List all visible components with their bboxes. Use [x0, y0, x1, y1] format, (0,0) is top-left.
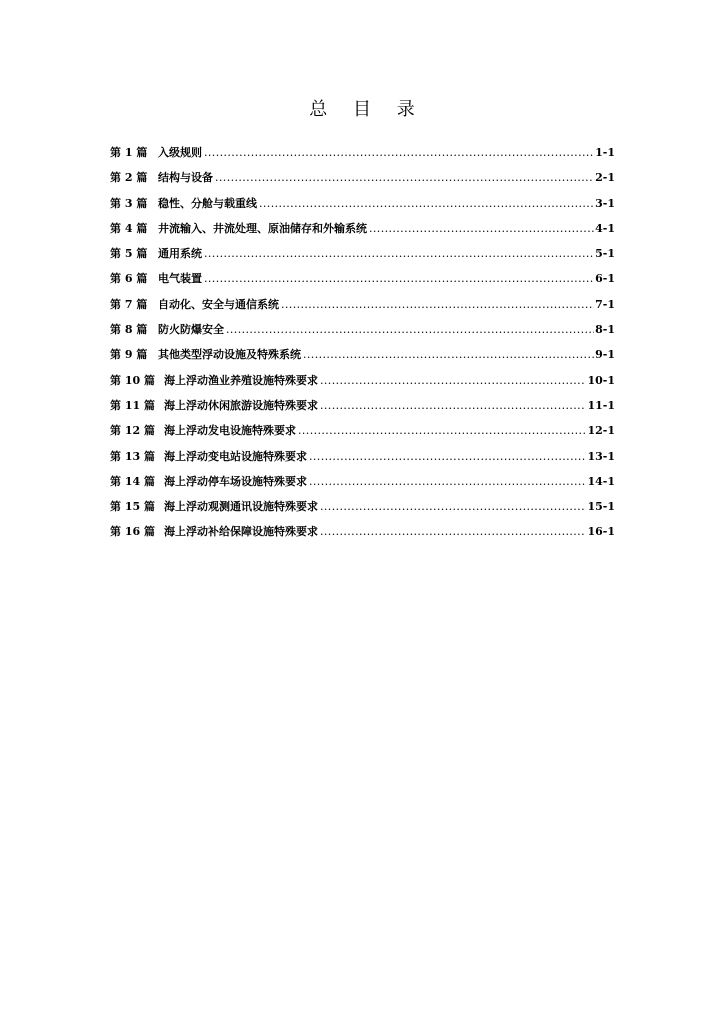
- toc-entry-title: 井流输入、井流处理、原油储存和外输系统: [158, 221, 367, 235]
- toc-entry-page: 6-1: [595, 272, 615, 286]
- toc-entry-number: 第 8 篇: [110, 323, 148, 337]
- toc-entry-page: 8-1: [595, 323, 615, 337]
- toc-entry[interactable]: [110, 421, 615, 446]
- toc-entry[interactable]: [110, 371, 615, 396]
- toc-dot-leader: [320, 371, 586, 391]
- toc-dot-leader: [309, 447, 586, 467]
- toc-entry[interactable]: [110, 143, 615, 168]
- toc-entry-title: 电气装置: [158, 272, 202, 286]
- toc-entry-title: 海上浮动发电设施特殊要求: [164, 424, 296, 438]
- toc-dot-leader: [320, 522, 586, 542]
- toc-entry-title: 稳性、分舱与载重线: [158, 196, 257, 210]
- toc-entry-title: 海上浮动停车场设施特殊要求: [164, 474, 307, 488]
- toc-entry-title: 海上浮动观测通讯设施特殊要求: [164, 500, 318, 514]
- toc-entry-title: 防火防爆安全: [158, 323, 224, 337]
- toc-entry-number: 第 12 篇: [110, 424, 155, 438]
- toc-entry[interactable]: [110, 472, 615, 497]
- toc-entry-number: 第 7 篇: [110, 297, 148, 311]
- toc-entry-title: 其他类型浮动设施及特殊系统: [158, 348, 301, 362]
- toc-entry-number: 第 9 篇: [110, 348, 148, 362]
- toc-entry[interactable]: [110, 168, 615, 193]
- toc-dot-leader: [204, 269, 594, 289]
- toc-entry-page: 11-1: [587, 398, 615, 412]
- toc-entry[interactable]: [110, 269, 615, 294]
- toc-entry-number: 第 10 篇: [110, 373, 155, 387]
- toc-dot-leader: [215, 168, 594, 188]
- toc-entry-page: 5-1: [595, 247, 615, 261]
- toc-entry-page: 13-1: [587, 449, 615, 463]
- toc-dot-leader: [320, 396, 586, 416]
- toc-entry-title: 海上浮动变电站设施特殊要求: [164, 449, 307, 463]
- toc-entry[interactable]: [110, 244, 615, 269]
- toc-entry-number: 第 11 篇: [110, 398, 155, 412]
- toc-entry-page: 3-1: [595, 196, 615, 210]
- toc-entry-number: 第 4 篇: [110, 221, 148, 235]
- toc-dot-leader: [204, 143, 594, 163]
- toc-dot-leader: [226, 320, 594, 340]
- toc-dot-leader: [309, 472, 586, 492]
- toc-entry[interactable]: [110, 345, 615, 370]
- toc-entry[interactable]: [110, 194, 615, 219]
- toc-entry-title: 通用系统: [158, 247, 202, 261]
- toc-entry-title: 海上浮动渔业养殖设施特殊要求: [164, 373, 318, 387]
- toc-dot-leader: [298, 421, 586, 441]
- toc-entry-page: 7-1: [595, 297, 615, 311]
- table-of-contents: [110, 143, 615, 548]
- toc-entry[interactable]: [110, 447, 615, 472]
- toc-entry-number: 第 2 篇: [110, 171, 148, 185]
- toc-entry[interactable]: [110, 497, 615, 522]
- toc-entry-page: 4-1: [595, 221, 615, 235]
- toc-dot-leader: [281, 295, 594, 315]
- toc-entry-page: 16-1: [587, 525, 615, 539]
- toc-entry[interactable]: [110, 522, 615, 547]
- toc-entry-page: 12-1: [587, 424, 615, 438]
- toc-dot-leader: [303, 345, 594, 365]
- toc-entry-title: 海上浮动休闲旅游设施特殊要求: [164, 398, 318, 412]
- toc-entry-page: 10-1: [587, 373, 615, 387]
- toc-entry[interactable]: [110, 295, 615, 320]
- toc-entry-title: 自动化、安全与通信系统: [158, 297, 279, 311]
- toc-entry-number: 第 14 篇: [110, 474, 155, 488]
- page-title: 总 目 录: [309, 99, 425, 120]
- toc-entry-number: 第 13 篇: [110, 449, 155, 463]
- toc-entry-page: 2-1: [595, 171, 615, 185]
- toc-dot-leader: [259, 194, 594, 214]
- toc-entry[interactable]: [110, 219, 615, 244]
- toc-entry-title: 入级规则: [158, 146, 202, 159]
- toc-entry-number: 第 6 篇: [110, 272, 148, 286]
- toc-entry-number: 第 1 篇: [110, 146, 148, 159]
- toc-dot-leader: [369, 219, 594, 239]
- toc-entry-page: 9-1: [595, 348, 615, 362]
- toc-entry-number: 第 15 篇: [110, 500, 155, 514]
- toc-entry[interactable]: [110, 396, 615, 421]
- toc-entry[interactable]: [110, 320, 615, 345]
- toc-entry-page: 15-1: [587, 500, 615, 514]
- toc-entry-number: 第 3 篇: [110, 196, 148, 210]
- toc-entry-page: 1-1: [595, 146, 615, 159]
- toc-entry-title: 海上浮动补给保障设施特殊要求: [164, 525, 318, 539]
- toc-entry-title: 结构与设备: [158, 171, 213, 185]
- toc-entry-number: 第 16 篇: [110, 525, 155, 539]
- toc-dot-leader: [204, 244, 594, 264]
- toc-entry-number: 第 5 篇: [110, 247, 148, 261]
- toc-dot-leader: [320, 497, 586, 517]
- toc-entry-page: 14-1: [587, 474, 615, 488]
